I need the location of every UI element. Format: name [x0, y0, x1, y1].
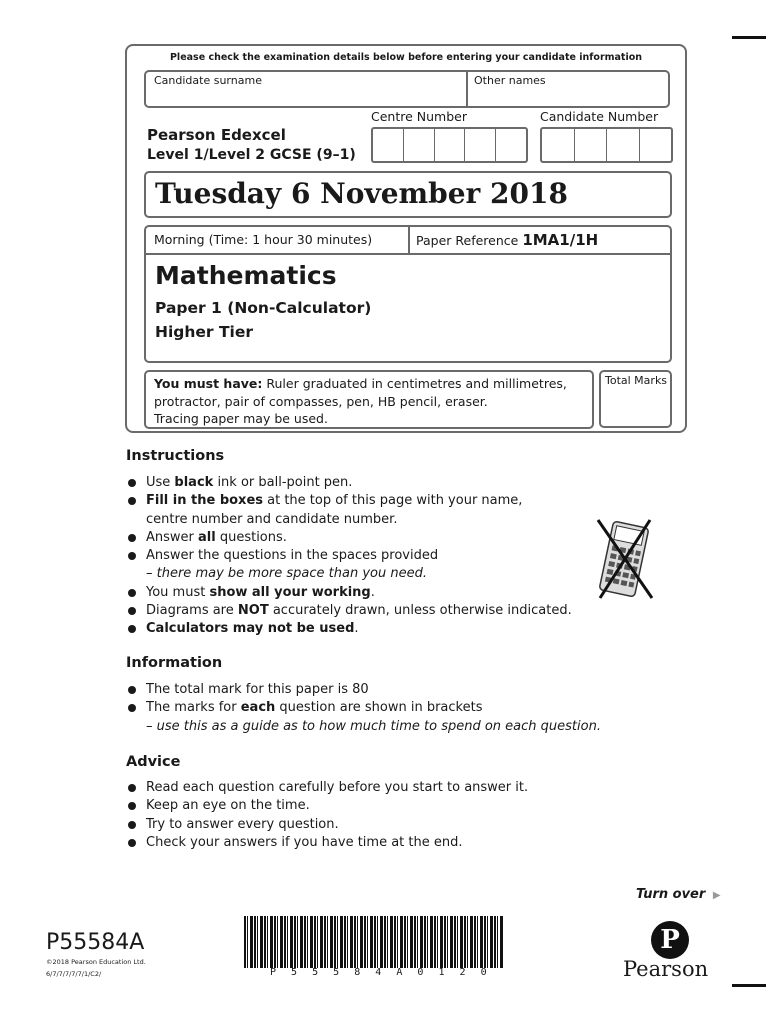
paper-title: Paper 1 (Non-Calculator) [155, 299, 372, 317]
paper-reference-label: Paper Reference [416, 233, 519, 248]
subject-title: Mathematics [155, 261, 337, 290]
list-item: Read each question carefully before you start to answer it. [126, 779, 528, 797]
centre-number-field[interactable] [371, 127, 528, 163]
other-names-label: Other names [474, 74, 546, 87]
list-item: Answer all questions. [126, 529, 572, 547]
print-code: 6/7/7/7/7/7/1/C2/ [46, 970, 102, 978]
centre-number-label: Centre Number [371, 109, 467, 124]
list-item: Calculators may not be used. [126, 620, 572, 638]
crossed-out-calculator-icon [592, 518, 656, 600]
instructions-list [126, 474, 572, 639]
instructions-heading: Instructions [126, 448, 225, 464]
candidate-surname-field[interactable] [156, 91, 468, 105]
total-marks-label: Total Marks [605, 374, 668, 387]
must-have-line3: Tracing paper may be used. [154, 411, 328, 426]
information-list [126, 681, 601, 736]
triangle-right-icon: ▶ [712, 890, 721, 901]
barcode [244, 916, 504, 968]
list-item: You must show all your working. [126, 584, 572, 602]
exam-board: Pearson Edexcel [147, 126, 286, 144]
must-have-label: You must have: [154, 376, 263, 391]
pearson-logo-icon: P [651, 921, 689, 959]
must-have-line2: protractor, pair of compasses, pen, HB pencil, eraser. [154, 393, 488, 409]
must-have-line1: Ruler graduated in centimetres and millimetres, [266, 376, 567, 391]
total-marks-box [599, 370, 672, 428]
corner-mark-bottom [732, 984, 766, 987]
paper-reference: 1MA1/1H [522, 231, 599, 249]
list-item: Fill in the boxes at the top of this page with your name, centre number and candidate number. [126, 492, 572, 529]
tier-title: Higher Tier [155, 323, 254, 341]
other-names-field[interactable] [469, 91, 665, 105]
paper-code: P55584A [46, 930, 145, 955]
copyright: ©2018 Pearson Education Ltd. [46, 958, 146, 966]
corner-mark-top [732, 36, 766, 39]
list-item: The total mark for this paper is 80 [126, 681, 601, 699]
list-item: Check your answers if you have time at the end. [126, 834, 528, 852]
information-heading: Information [126, 655, 223, 671]
advice-heading: Advice [126, 754, 181, 770]
paper-details-box [144, 225, 672, 363]
list-item: Answer the questions in the spaces provided – there may be more space than you need. [126, 547, 572, 584]
advice-list [126, 779, 528, 852]
session-time: Morning (Time: 1 hour 30 minutes) [154, 232, 373, 247]
candidate-info-frame [125, 44, 687, 433]
list-item: Try to answer every question. [126, 816, 528, 834]
exam-date: Tuesday 6 November 2018 [155, 177, 568, 210]
turn-over[interactable] [636, 887, 721, 902]
turn-over-label: Turn over [636, 887, 706, 902]
candidate-surname-label: Candidate surname [154, 74, 262, 87]
list-item: Use black ink or ball-point pen. [126, 474, 572, 492]
check-notice: Please check the examination details below before entering your candidate information [169, 52, 643, 63]
list-item: Keep an eye on the time. [126, 797, 528, 815]
qualification-level: Level 1/Level 2 GCSE (9–1) [147, 147, 356, 163]
equipment-box [144, 370, 594, 429]
date-box [144, 171, 672, 218]
barcode-text: P 5 5 5 8 4 A 0 1 2 0 [270, 967, 488, 978]
candidate-number-field[interactable] [540, 127, 673, 163]
pearson-wordmark: Pearson [623, 957, 709, 981]
list-item: Diagrams are NOT accurately drawn, unless otherwise indicated. [126, 602, 572, 620]
candidate-number-label: Candidate Number [540, 109, 659, 124]
list-item: The marks for each question are shown in brackets – use this as a guide as to how much time to spend on each question. [126, 699, 601, 736]
